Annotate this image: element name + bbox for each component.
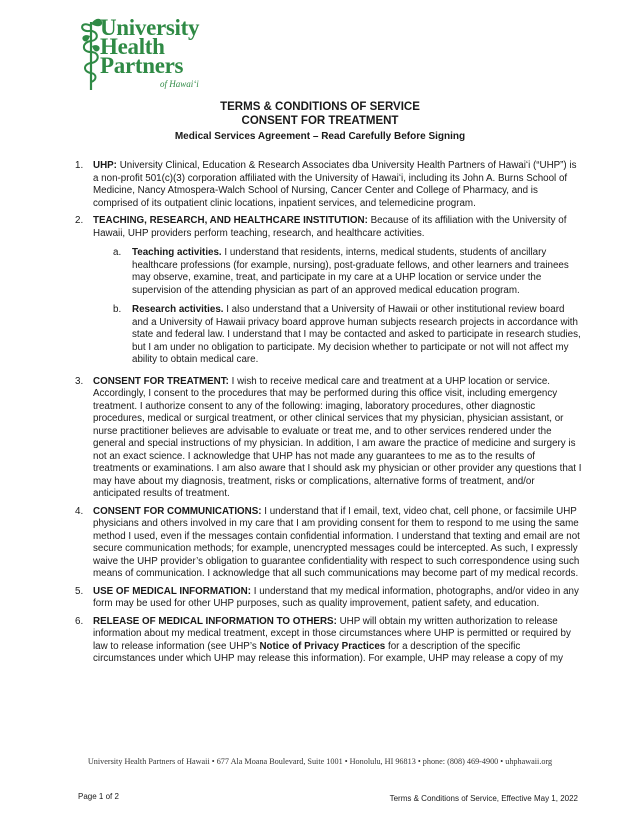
item-heading: CONSENT FOR COMMUNICATIONS:	[93, 505, 262, 517]
document-effective-date: Terms & Conditions of Service, Effective May 1, 2022	[389, 794, 578, 803]
subitem-heading: Teaching activities.	[132, 247, 222, 258]
terms-list	[62, 160, 582, 671]
document-title: TERMS & CONDITIONS OF SERVICE	[220, 101, 420, 113]
term-item-2	[62, 215, 582, 240]
logo-line-health: Health	[100, 34, 165, 59]
document-header	[0, 100, 640, 143]
item-heading: UHP:	[93, 160, 117, 171]
subitem-letter: b.	[113, 304, 122, 315]
item-number: 1.	[75, 160, 84, 171]
uhp-logo	[78, 16, 218, 94]
logo-subtitle: of Hawaiʻi	[160, 79, 199, 89]
footer-address: University Health Partners of Hawaii • 677 Ala Moana Boulevard, Suite 1001 • Honolulu, HI 96813 • phone: (808) 469-4900 • uhphawaii.org	[87, 757, 553, 766]
item-text: Because of its affiliation with the University of Hawaii, UHP providers perform teaching, research, and healthcare activities.	[93, 215, 567, 239]
item-text: I understand that if I email, text, video chat, cell phone, or facsimile UHP physicians and others involved in my care that I am providing consent for them to respond to me using the same method I used, even if the messages contain confidential information. I understand that texting and email are not secure communication methods; for example, unencrypted messages could be intercepted. As such, I expressly waive the UHP provider’s obligation to guarantee confidentiality with respect to such correspondence using such means of communication. I acknowledge that all such communications may become part of my medical records.	[93, 505, 580, 579]
term-item-4	[62, 506, 582, 581]
logo-line-university: University	[100, 15, 200, 40]
item-heading: RELEASE OF MEDICAL INFORMATION TO OTHERS:	[93, 615, 337, 627]
term-item-6	[62, 616, 582, 666]
item-number: 5.	[75, 585, 84, 597]
item-heading: CONSENT FOR TREATMENT:	[93, 375, 229, 387]
item-number: 3.	[75, 375, 84, 387]
logo-line-partners: Partners	[100, 53, 184, 78]
item-heading: USE OF MEDICAL INFORMATION:	[93, 585, 252, 597]
item-text: I understand that my medical information, photographs, and/or video in any form may be used for other UHP purposes, such as quality improvement, patient safety, and education.	[93, 585, 579, 609]
subitem-text: I understand that residents, interns, medical students, students of ancillary healthcare professions (for example, nursing), post-graduate fellows, and other learners and trainees may observe, examine, treat, and participate in my care at a UHP location or service under the supervision of the attending physician as part of an approved medical education program.	[132, 247, 569, 296]
item-text: I wish to receive medical care and treatment at a UHP location or service. Accordingly, I consent to the procedures that may be performed during this office visit, including emergency treatment. I authorize consent to any of the following: imaging, laboratory procedures, other diagnostic procedures, medical or surgical treatment, or other clinical services that my physician, physician assistant, or nurse practitioner believes are advisable to evaluate or treat me, and to other services rendered under the general and special instructions of my physician. In addition, I am aware the practice of medicine and surgery is not an exact science. I acknowledge that UHP has not made any guarantees to me as to the results of treatments or examinations. I am also aware that I should ask my physician or other provider any questions that I may have about my diagnosis, treatment, risks or complications, alternative forms of treatment, and/or anticipated results of treatment.	[93, 375, 582, 499]
page-number: Page 1 of 2	[78, 792, 119, 801]
item-number: 6.	[75, 615, 84, 627]
subitem-letter: a.	[113, 247, 122, 258]
term-item-5	[62, 586, 582, 611]
logo-wordmark	[100, 15, 200, 78]
term-subitem-2b	[62, 304, 582, 367]
document-title-secondary: CONSENT FOR TREATMENT	[241, 115, 399, 127]
document-subtitle: Medical Services Agreement – Read Carefully Before Signing	[174, 131, 466, 142]
subitem-heading: Research activities.	[132, 304, 224, 315]
term-item-3	[62, 376, 582, 501]
term-subitem-2a	[62, 247, 582, 297]
item-number: 2.	[75, 215, 84, 226]
privacy-notice-reference: Notice of Privacy Practices	[259, 640, 386, 652]
item-number: 4.	[75, 505, 84, 517]
item-text-continued: for a description of the specific circumstances under which UHP may release this information). For example, UHP may release a copy of my	[93, 640, 564, 664]
item-text: University Clinical, Education & Research Associates dba University Health Partners of Hawaiʻi (“UHP”) is a non-profit 501(c)(3) corporation affiliated with the University of Hawaiʻi, including its John A. Burns School of Medicine, Nancy Atmospera-Walch School of Nursing, Cancer Center and College of Pharmacy, and is comprised of its outpatient clinic locations, inpatient services, and telemedicine program.	[93, 160, 577, 209]
item-heading: TEACHING, RESEARCH, AND HEALTHCARE INSTITUTION:	[93, 215, 368, 226]
subitem-text: I also understand that a University of Hawaii or other institutional review board and a University of Hawaii privacy board approve human subjects research projects in accordance with state and federal law. I understand that I may be contacted and asked to participate in research studies, but I am under no obligation to participate. My decision whether to participate or not will not affect my ability to obtain medical care.	[132, 304, 581, 365]
item-text: UHP will obtain my written authorization to release information about my medical treatment, except in those circumstances where UHP is permitted or required by law to release information (see UHP’s	[93, 615, 571, 652]
term-item-1	[62, 160, 582, 210]
